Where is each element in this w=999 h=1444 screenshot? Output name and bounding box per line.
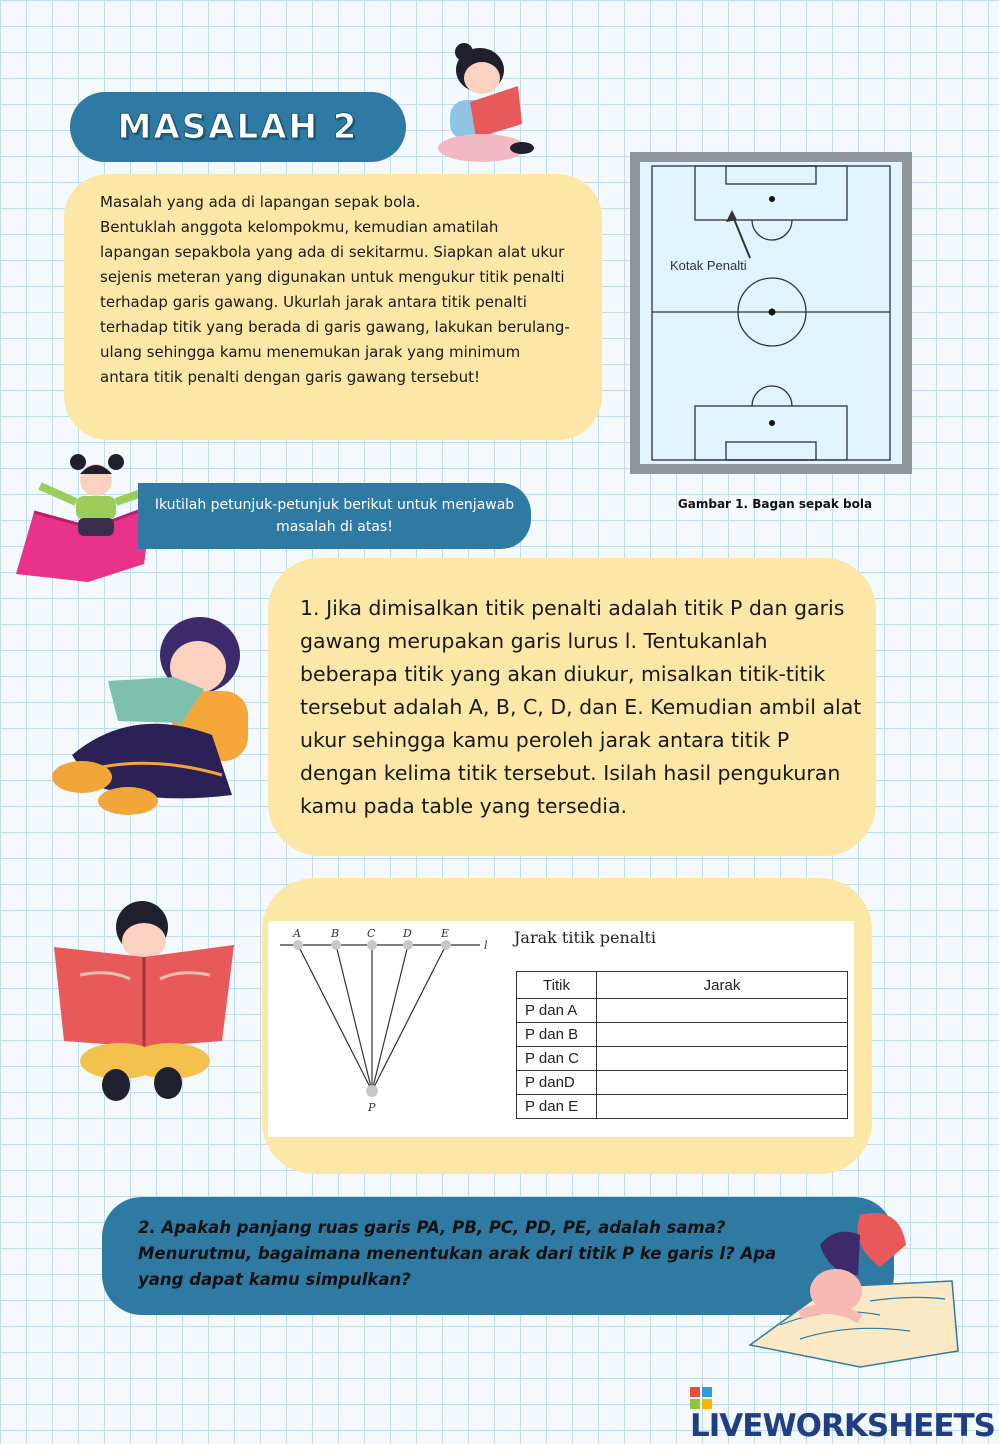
point-label-c: C bbox=[367, 927, 376, 940]
point-label-p: P bbox=[368, 1101, 376, 1114]
girl-sitting-reading-illustration bbox=[32, 605, 257, 820]
live-badge-icon bbox=[690, 1381, 712, 1403]
distance-table bbox=[516, 971, 848, 1119]
line-label-l: l bbox=[484, 939, 488, 952]
table-row bbox=[517, 1095, 848, 1119]
row-label: P dan C bbox=[517, 1047, 597, 1071]
point-label-a: A bbox=[293, 927, 301, 940]
girl-lying-on-book-illustration bbox=[740, 1205, 970, 1375]
girl-on-book-illustration bbox=[12, 446, 157, 586]
jarak-input-b[interactable] bbox=[597, 1023, 848, 1047]
brand-text: LIVEWORKSHEETS bbox=[690, 1408, 995, 1444]
girl-reading-illustration bbox=[430, 40, 540, 165]
row-label: P dan A bbox=[517, 999, 597, 1023]
jarak-input-c[interactable] bbox=[597, 1047, 848, 1071]
intro-box bbox=[64, 174, 602, 440]
table-row bbox=[517, 1023, 848, 1047]
jarak-input-a[interactable] bbox=[597, 999, 848, 1023]
soccer-field-lines bbox=[640, 162, 902, 464]
row-label: P dan E bbox=[517, 1095, 597, 1119]
header-titik: Titik bbox=[517, 972, 597, 999]
jarak-input-e[interactable] bbox=[597, 1095, 848, 1119]
boy-reading-illustration bbox=[50, 895, 240, 1105]
brand-logo bbox=[690, 1372, 999, 1444]
jarak-input-d[interactable] bbox=[597, 1071, 848, 1095]
table-row bbox=[517, 1071, 848, 1095]
point-label-d: D bbox=[403, 927, 412, 940]
table-header-row bbox=[517, 972, 848, 999]
question2-text: 2. Apakah panjang ruas garis PA, PB, PC, PD, PE, adalah sama? Menurutmu, bagaimana menentukan arak dari titik P ke garis l? Apa yang dapat kamu simpulkan? bbox=[138, 1218, 777, 1289]
penalty-box-label: Kotak Penalti bbox=[670, 258, 747, 273]
question1-text: 1. Jika dimisalkan titik penalti adalah titik P dan garis gawang merupakan garis lurus l. Tentukanlah beberapa titik yang akan diukur, misalkan titik-titik tersebut adalah A, B, C, D, dan E. Kemudian ambil alat ukur sehingga kamu peroleh jarak antara titik P dengan kelima titik tersebut. Isilah hasil pengukuran kamu pada table yang tersedia. bbox=[300, 596, 862, 818]
row-label: P dan B bbox=[517, 1023, 597, 1047]
penalty-lines-diagram bbox=[268, 921, 508, 1137]
soccer-field-diagram bbox=[630, 152, 912, 474]
intro-text: Masalah yang ada di lapangan sepak bola. Bentuklah anggota kelompokmu, kemudian amatilah lapangan sepakbola yang ada di sekitarmu. Siapkan alat ukur sejenis meteran yang digunakan untuk mengukur titik penalti terhadap garis gawang. Ukurlah jarak antara titik penalti terhadap titik yang berada di garis gawang, lakukan berulang-ulang sehingga kamu menemukan jarak yang minimum antara titik penalti dengan garis gawang tersebut! bbox=[100, 193, 570, 386]
instruction-banner: Ikutilah petunjuk-petunjuk berikut untuk menjawab masalah di atas! bbox=[138, 483, 531, 549]
page-title: MASALAH 2 bbox=[70, 92, 406, 162]
table-row bbox=[517, 1047, 848, 1071]
row-label: P danD bbox=[517, 1071, 597, 1095]
question1-box bbox=[268, 558, 876, 856]
point-label-e: E bbox=[441, 927, 450, 940]
figure-caption: Gambar 1. Bagan sepak bola bbox=[677, 497, 873, 511]
point-label-b: B bbox=[331, 927, 340, 940]
header-jarak: Jarak bbox=[597, 972, 848, 999]
table-title: Jarak titik penalti bbox=[514, 928, 657, 947]
table-row bbox=[517, 999, 848, 1023]
